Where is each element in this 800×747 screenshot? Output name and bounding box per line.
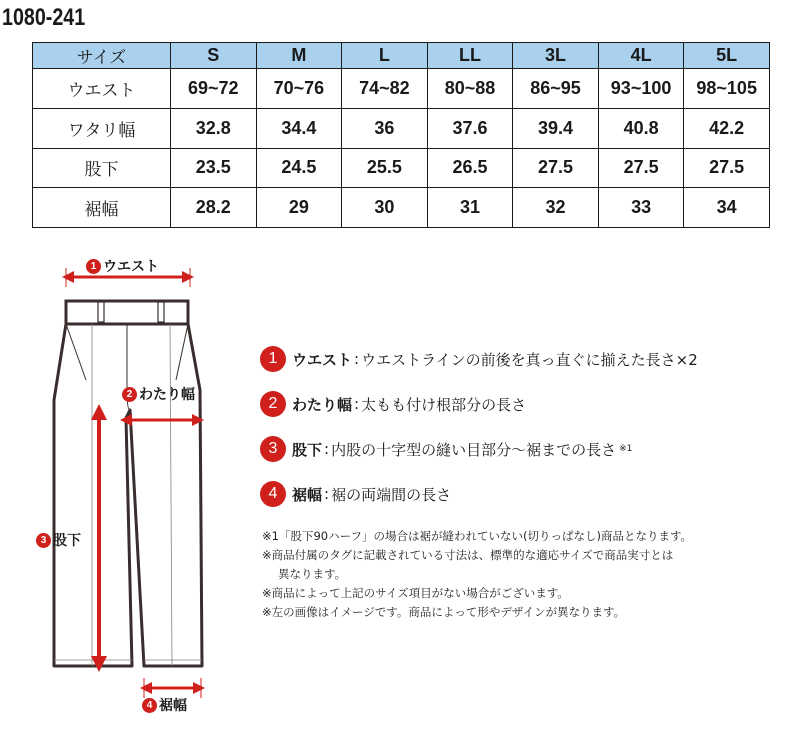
table-cell: 27.5 (684, 148, 770, 188)
legend-description: 太もも付け根部分の長さ (361, 395, 527, 414)
legend-item (260, 389, 790, 419)
pants-diagram (0, 240, 240, 743)
size-header-cell: LL (427, 43, 513, 69)
size-header-row (33, 43, 770, 69)
table-cell: 74~82 (342, 69, 428, 109)
table-cell: 80~88 (427, 69, 513, 109)
footnotes (262, 527, 792, 622)
table-cell: 30 (342, 188, 428, 228)
legend-term: 股下 (292, 440, 323, 459)
legend-separator: : (324, 440, 330, 458)
waistband (66, 301, 188, 324)
legend-description: 裾の両端間の長さ (331, 485, 452, 504)
size-header-cell: 5L (684, 43, 770, 69)
footnote-text: ※商品によって上記のサイズ項目がない場合がございます。 (262, 586, 569, 600)
diagram-label-inseam (36, 530, 81, 550)
size-table (32, 42, 770, 228)
table-cell: 27.5 (513, 148, 599, 188)
table-cell: 34 (684, 188, 770, 228)
footnote-text: 異なります。 (278, 567, 347, 581)
table-cell: 25.5 (342, 148, 428, 188)
table-cell: 93~100 (598, 69, 684, 109)
table-cell: 29 (256, 188, 342, 228)
number-badge: 1 (260, 346, 286, 372)
number-badge: 1 (86, 259, 101, 274)
table-cell: 27.5 (598, 148, 684, 188)
table-cell: 32 (513, 188, 599, 228)
legend-item (260, 434, 790, 464)
table-cell: 86~95 (513, 69, 599, 109)
size-header-cell: S (171, 43, 257, 69)
table-cell: 42.2 (684, 108, 770, 148)
table-row-hem (33, 188, 770, 228)
row-label: 股下 (33, 148, 171, 188)
diagram-label-waist (86, 256, 159, 276)
number-badge: 4 (260, 481, 286, 507)
table-cell: 98~105 (684, 69, 770, 109)
diagram-label-thigh (122, 384, 195, 404)
table-cell: 33 (598, 188, 684, 228)
product-code: 1080-241 (2, 4, 86, 31)
pants-outline (54, 324, 202, 666)
diagram-label-text: 股下 (53, 533, 81, 549)
table-cell: 32.8 (171, 108, 257, 148)
legend-item (260, 344, 790, 374)
legend-separator: : (354, 350, 360, 368)
number-badge: 3 (36, 533, 51, 548)
table-cell: 26.5 (427, 148, 513, 188)
table-cell: 28.2 (171, 188, 257, 228)
table-cell: 40.8 (598, 108, 684, 148)
size-header-cell: M (256, 43, 342, 69)
legend-separator: : (354, 395, 360, 413)
size-header-cell: 3L (513, 43, 599, 69)
table-row-inseam (33, 148, 770, 188)
table-cell: 36 (342, 108, 428, 148)
table-cell: 39.4 (513, 108, 599, 148)
pants-illustration (0, 240, 240, 743)
number-badge: 3 (260, 436, 286, 462)
footnote-text: ※商品付属のタグに記載されている寸法は、標準的な適応サイズで商品実寸とは (262, 548, 674, 562)
footnote-text: ※左の画像はイメージです。商品によって形やデザインが異なります。 (262, 605, 626, 619)
size-header-cell: L (342, 43, 428, 69)
diagram-label-hem (142, 695, 187, 715)
number-badge: 4 (142, 698, 157, 713)
table-cell: 37.6 (427, 108, 513, 148)
number-badge: 2 (122, 387, 137, 402)
legend-separator: : (324, 485, 330, 503)
row-label: ウエスト (33, 69, 171, 109)
table-cell: 24.5 (256, 148, 342, 188)
diagram-label-text: ウエスト (103, 259, 159, 275)
size-header-cell: 4L (598, 43, 684, 69)
row-label: ワタリ幅 (33, 108, 171, 148)
table-row-waist (33, 69, 770, 109)
measurement-legend (260, 344, 790, 524)
size-header-label: サイズ (33, 43, 171, 69)
table-cell: 31 (427, 188, 513, 228)
number-badge: 2 (260, 391, 286, 417)
diagram-label-text: わたり幅 (139, 387, 195, 403)
legend-term: わたり幅 (292, 395, 353, 414)
table-cell: 34.4 (256, 108, 342, 148)
footnote-marker: ※1 (619, 444, 633, 454)
legend-description: 内股の十字型の縫い目部分～裾までの長さ (331, 440, 617, 459)
table-cell: 69~72 (171, 69, 257, 109)
legend-item (260, 479, 790, 509)
legend-term: ウエスト (292, 350, 353, 369)
legend-term: 裾幅 (292, 485, 323, 504)
table-cell: 70~76 (256, 69, 342, 109)
legend-description: ウエストラインの前後を真っ直ぐに揃えた長さ×2 (361, 350, 698, 369)
table-row-thigh (33, 108, 770, 148)
diagram-label-text: 裾幅 (159, 698, 187, 714)
footnote-text: ※1「股下90ハーフ」の場合は裾が縫われていない(切りっぱなし)商品となります。 (262, 529, 693, 543)
table-cell: 23.5 (171, 148, 257, 188)
row-label: 裾幅 (33, 188, 171, 228)
